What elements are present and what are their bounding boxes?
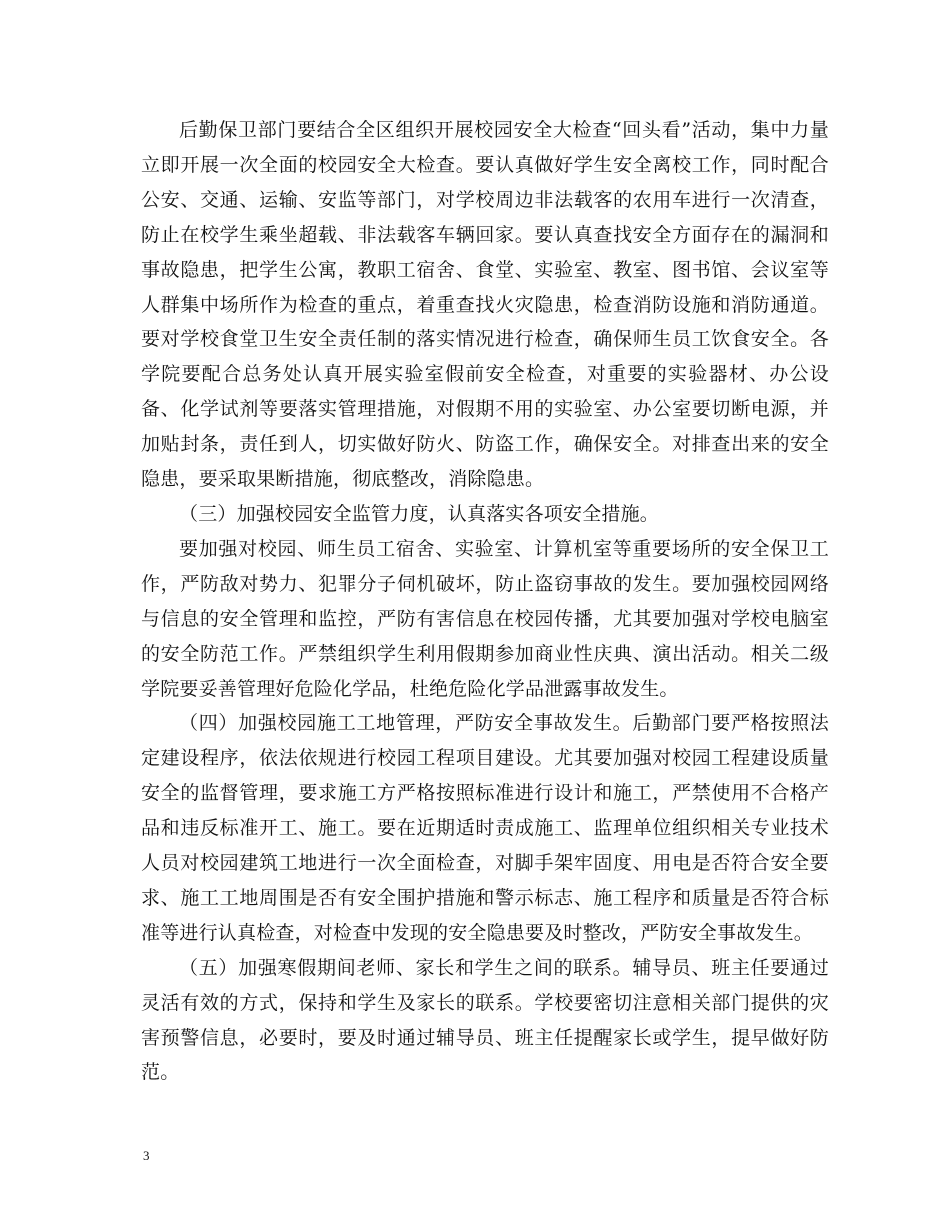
paragraph-section-four-construction: （四）加强校园施工工地管理，严防安全事故发生。后勤部门要严格按照法定建设程序，依法依规进行校园工程项目建设。尤其要加强对校园工程建设质量安全的监督管理，要求施工方严格按照标准进行设计和施工，严禁使用不合格产品和违反标准开工、施工。要在近期适时责成施工、监理单位组织相关专业技术人员对校园建筑工地进行一次全面检查，对脚手架牢固度、用电是否符合安全要求、施工工地周围是否有安全围护措施和警示标志、施工程序和质量是否符合标准等进行认真检查，对检查中发现的安全隐患要及时整改，严防安全事故发生。 (141, 712, 829, 944)
paragraph-campus-inspection: 后勤保卫部门要结合全区组织开展校园安全大检查“回头看”活动，集中力量立即开展一次全面的校园安全大检查。要认真做好学生安全离校工作，同时配合公安、交通、运输、安监等部门，对学校周边非法载客的农用车进行一次清查，防止在校学生乘坐超载、非法载客车辆回家。要认真查找安全方面存在的漏洞和事故隐患，把学生公寓，教职工宿舍、食堂、实验室、教室、图书馆、会议室等人群集中场所作为检查的重点，着重查找火灾隐患，检查消防设施和消防通道。要对学校食堂卫生安全责任制的落实情况进行检查，确保师生员工饮食安全。各学院要配合总务处认真开展实验室假前安全检查，对重要的实验器材、办公设备、化学试剂等要落实管理措施，对假期不用的实验室、办公室要切断电源，并加贴封条，责任到人，切实做好防火、防盗工作，确保安全。对排查出来的安全隐患，要采取果断措施，彻底整改，消除隐患。 (141, 119, 829, 491)
paragraph-security-measures: 要加强对校园、师生员工宿舍、实验室、计算机室等重要场所的安全保卫工作，严防敌对势力、犯罪分子伺机破坏，防止盗窃事故的发生。要加强校园网络与信息的安全管理和监控，严防有害信息在校园传播，尤其要加强对学校电脑室的安全防范工作。严禁组织学生利用假期参加商业性庆典、演出活动。相关二级学院要妥善管理好危险化学品，杜绝危险化学品泄露事故发生。 (141, 537, 829, 700)
page-number: 3 (143, 1148, 150, 1163)
document-body (141, 113, 829, 1090)
paragraph-section-five-contact: （五）加强寒假期间老师、家长和学生之间的联系。辅导员、班主任要通过灵活有效的方式，保持和学生及家长的联系。学校要密切注意相关部门提供的灾害预警信息，必要时，要及时通过辅导员、班主任提醒家长或学生，提早做好防范。 (141, 956, 829, 1084)
heading-section-three: （三）加强校园安全监管力度，认真落实各项安全措施。 (179, 502, 660, 525)
